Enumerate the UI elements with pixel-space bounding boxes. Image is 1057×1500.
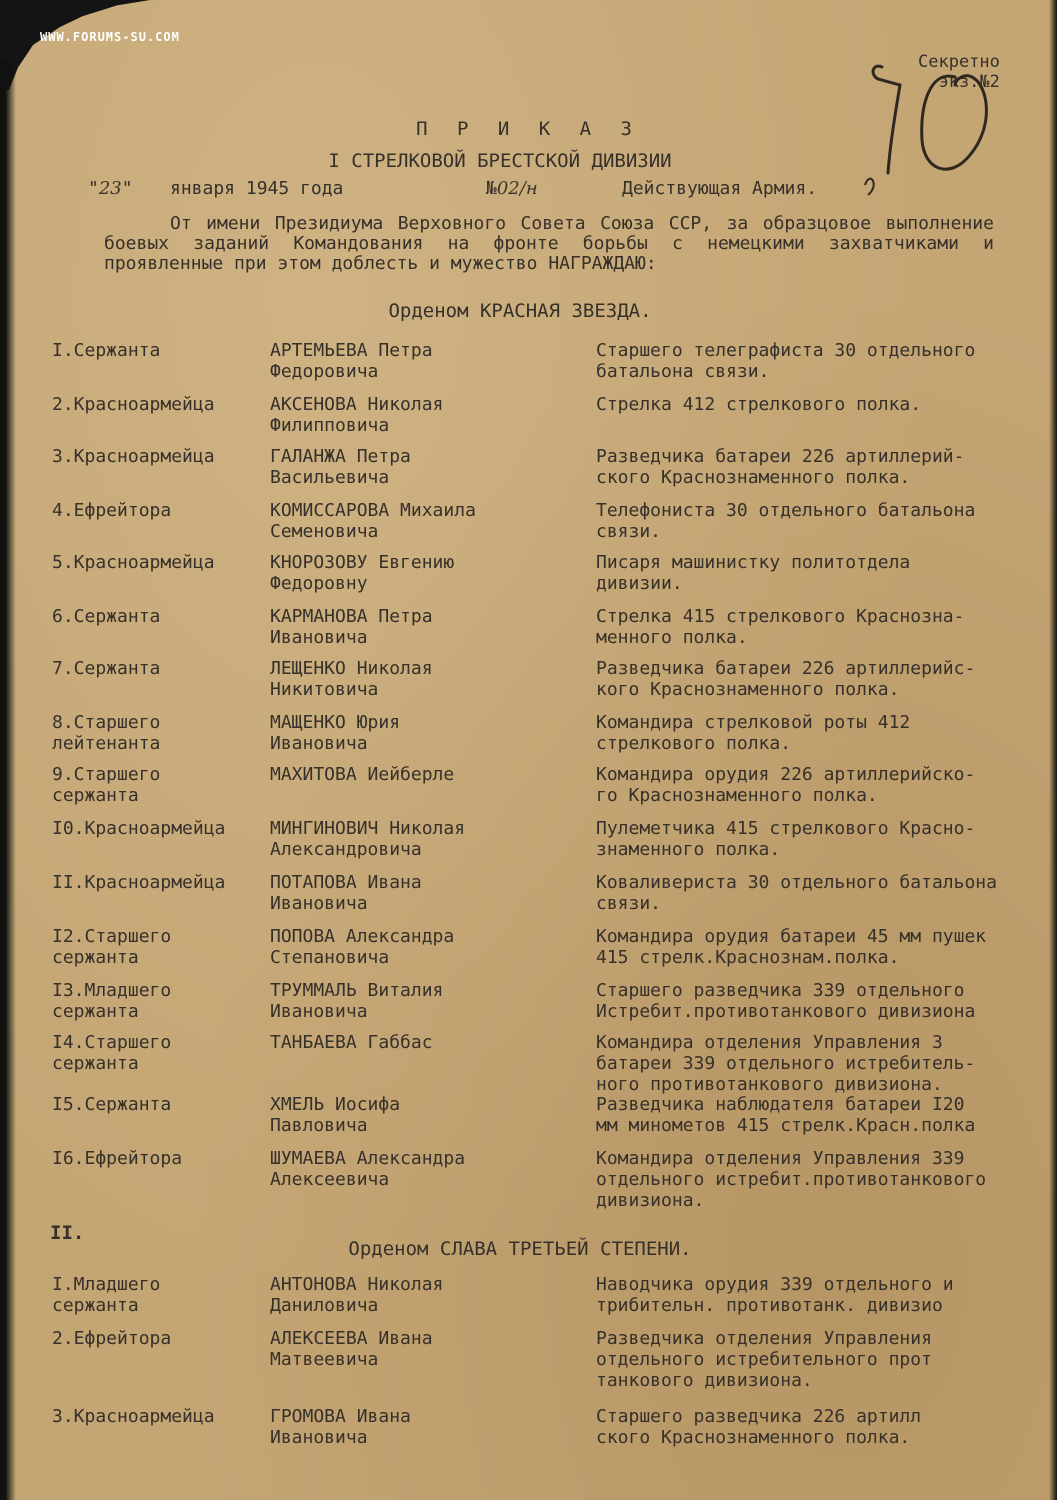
award1-entry-name-line: ПОТАПОВА Ивана [270, 872, 422, 893]
section1-heading: Орденом КРАСНАЯ ЗВЕЗДА. [388, 300, 652, 322]
award1-entry-rank [52, 1094, 266, 1115]
award1-entry-rank [52, 980, 266, 1022]
award1-entry-name [270, 552, 590, 594]
award2-entry-rank-line: 3.Красноармейца [52, 1406, 215, 1427]
award1-entry-position-line: Стрелка 412 стрелкового полка. [596, 394, 922, 415]
award1-entry-name [270, 1094, 590, 1136]
award1-entry-position-line: дивизиона. [596, 1190, 705, 1211]
award1-entry-rank-line: сержанта [52, 947, 139, 968]
award1-entry-name-line: Семеновича [270, 521, 379, 542]
award1-entry-name-line: Никитовича [270, 679, 379, 700]
award1-entry-position-line: Командира орудия батареи 45 мм пушек [596, 926, 987, 947]
award1-entry-position [596, 1032, 1051, 1095]
award2-entry-position-line: Разведчика отделения Управления [596, 1328, 932, 1349]
secret-line2: экз.№2 [938, 72, 1000, 92]
left-edge-shadow [0, 60, 16, 1500]
award1-entry-position-line: менного полка. [596, 627, 748, 648]
award1-entry-position-line: Командира отделения Управления 3 [596, 1032, 943, 1053]
award1-entry-rank-line: 9.Старшего [52, 764, 161, 785]
award1-entry-name-line: ЛЕЩЕНКО Николая [270, 658, 433, 679]
award1-entry-position [596, 1094, 1051, 1136]
award1-entry-rank-line: I3.Младшего [52, 980, 172, 1001]
handwritten-number-text: 70 [860, 45, 862, 46]
award1-entry-name [270, 394, 590, 436]
award1-entry-position [596, 340, 1051, 382]
award1-entry-position-line: связи. [596, 893, 662, 914]
award2-entry-name-line: АЛЕКСЕЕВА Ивана [270, 1328, 433, 1349]
award2-entry-rank-line: I.Младшего [52, 1274, 161, 1295]
award2-entry-position-line: ского Краснознаменного полка. [596, 1427, 911, 1448]
award1-entry-name [270, 500, 590, 542]
award1-entry-name-line: КОМИССАРОВА Михаила [270, 500, 476, 521]
award1-entry-position-line: ского Краснознаменного полка. [596, 467, 911, 488]
award1-entry-position [596, 980, 1051, 1022]
award1-entry-rank [52, 1032, 266, 1074]
unit-name: I СТРЕЛКОВОЙ БРЕСТСКОЙ ДИВИЗИИ [328, 150, 672, 172]
award1-entry-position-line: Писаря машинистку политотдела [596, 552, 911, 573]
award1-entry-name-line: Александровича [270, 839, 422, 860]
award2-entry-rank-line: сержанта [52, 1295, 139, 1316]
award1-entry-name [270, 446, 590, 488]
award1-entry-name-line: МИНГИНОВИЧ Николая [270, 818, 466, 839]
award1-entry-name-line: КАРМАНОВА Петра [270, 606, 433, 627]
award1-entry-position-line: 415 стрелк.Краснознам.полка. [596, 947, 900, 968]
award1-entry-rank-line: I2.Старшего [52, 926, 172, 947]
award1-entry-position [596, 446, 1051, 488]
award1-entry-rank-line: I0.Красноармейца [52, 818, 226, 839]
award2-entry-position-line: Наводчика орудия 339 отдельного и [596, 1274, 954, 1295]
section2-number: II. [50, 1222, 85, 1244]
award1-entry-name-line: ТРУММАЛЬ Виталия [270, 980, 444, 1001]
award1-entry-name-line: Ивановича [270, 627, 368, 648]
award1-entry-position-line: Разведчика батареи 226 артиллерий- [596, 446, 965, 467]
award1-entry-name-line: Алексеевича [270, 1169, 390, 1190]
award1-entry-position-line: Истребит.противотанкового дивизиона [596, 1001, 976, 1022]
award2-entry-position [596, 1328, 1051, 1391]
award1-entry-name-line: ГАЛАНЖА Петра [270, 446, 411, 467]
award1-entry-rank-line: 3.Красноармейца [52, 446, 215, 467]
award1-entry-name [270, 1148, 590, 1190]
award1-entry-position-line: ного противотанкового дивизиона. [596, 1074, 943, 1095]
award1-entry-position [596, 606, 1051, 648]
award1-entry-position-line: Пулеметчика 415 стрелкового Красно- [596, 818, 976, 839]
award1-entry-position-line: Старшего разведчика 339 отдельного [596, 980, 965, 1001]
award1-entry-name-line: АРТЕМЬЕВА Петра [270, 340, 433, 361]
award1-entry-name [270, 606, 590, 648]
award1-entry-position [596, 764, 1051, 806]
award1-entry-rank-line: I.Сержанта [52, 340, 161, 361]
award1-entry-rank-line: I4.Старшего [52, 1032, 172, 1053]
award1-entry-rank [52, 552, 266, 573]
award2-entry-position [596, 1406, 1051, 1448]
award1-entry-rank-line: сержанта [52, 1001, 139, 1022]
award1-entry-position [596, 712, 1051, 754]
torn-corner [0, 0, 150, 90]
award1-entry-position-line: кого Краснознаменного полка. [596, 679, 900, 700]
award1-entry-name [270, 980, 590, 1022]
preamble: От имени Президиума Верховного Совета Союза ССР, за образцовое выполнение боевых заданий Командования на фронте борьбы с немецкими захватчиками и проявленные при этом доблесть и мужество НАГРАЖДАЮ: [104, 213, 994, 274]
award1-entry-position [596, 872, 1051, 914]
award2-entry-name-line: ГРОМОВА Ивана [270, 1406, 411, 1427]
award1-entry-rank [52, 712, 266, 754]
award1-entry-position-line: го Краснознаменного полка. [596, 785, 878, 806]
award2-entry-position [596, 1274, 1051, 1316]
award1-entry-rank [52, 394, 266, 415]
award1-entry-name-line: КНОРОЗОВУ Евгению [270, 552, 455, 573]
award2-entry-name [270, 1328, 590, 1370]
award1-entry-position-line: батальона связи. [596, 361, 770, 382]
award1-entry-name-line: Федоровну [270, 573, 368, 594]
award1-entry-name [270, 340, 590, 382]
award1-entry-position [596, 658, 1051, 700]
award2-entry-name [270, 1406, 590, 1448]
award1-entry-name-line: АКСЕНОВА Николая [270, 394, 444, 415]
award1-entry-rank-line: 4.Ефрейтора [52, 500, 172, 521]
place: Действующая Армия. [622, 178, 818, 199]
date-rest: января 1945 года [170, 178, 344, 199]
award1-entry-rank [52, 872, 266, 893]
award1-entry-position-line: Стрелка 415 стрелкового Краснозна- [596, 606, 965, 627]
award1-entry-name-line: МАЩЕНКО Юрия [270, 712, 401, 733]
award1-entry-rank-line: II.Красноармейца [52, 872, 226, 893]
page-title: П Р И К А З [416, 118, 641, 140]
watermark: WWW.FORUMS-SU.COM [40, 30, 180, 44]
award1-entry-position-line: Командира стрелковой роты 412 [596, 712, 911, 733]
award1-entry-rank [52, 818, 266, 839]
award2-entry-name-line: Ивановича [270, 1427, 368, 1448]
award1-entry-name-line: МАХИТОВА Иейберле [270, 764, 455, 785]
award2-entry-position-line: танкового дивизиона. [596, 1370, 813, 1391]
award1-entry-position [596, 926, 1051, 968]
award1-entry-rank-line: 2.Красноармейца [52, 394, 215, 415]
award1-entry-rank [52, 500, 266, 521]
award1-entry-name-line: Павловича [270, 1115, 368, 1136]
award1-entry-rank [52, 926, 266, 968]
award1-entry-rank-line: сержанта [52, 785, 139, 806]
award1-entry-position-line: знаменного полка. [596, 839, 781, 860]
award1-entry-rank [52, 658, 266, 679]
award1-entry-position-line: связи. [596, 521, 662, 542]
award1-entry-name-line: Ивановича [270, 1001, 368, 1022]
award2-entry-position-line: трибительн. противотанк. дивизио [596, 1295, 943, 1316]
award2-entry-name-line: Даниловича [270, 1295, 379, 1316]
award1-entry-name-line: Степановича [270, 947, 390, 968]
award1-entry-rank-line: 8.Старшего [52, 712, 161, 733]
award1-entry-position-line: дивизии. [596, 573, 683, 594]
order-number: №02/н [486, 178, 538, 199]
award1-entry-position-line: Разведчика батареи 226 артиллерийс- [596, 658, 976, 679]
award1-entry-rank-line: 7.Сержанта [52, 658, 161, 679]
award1-entry-name-line: ХМЕЛЬ Иосифа [270, 1094, 401, 1115]
award1-entry-rank-line: лейтенанта [52, 733, 161, 754]
award1-entry-position-line: батареи 339 отдельного истребитель- [596, 1053, 976, 1074]
award1-entry-name-line: Ивановича [270, 733, 368, 754]
award1-entry-name [270, 658, 590, 700]
award1-entry-name-line: Ивановича [270, 893, 368, 914]
award2-entry-name-line: Матвеевича [270, 1349, 379, 1370]
award1-entry-position [596, 552, 1051, 594]
award1-entry-rank [52, 764, 266, 806]
award1-entry-name [270, 764, 590, 785]
award1-entry-name-line: Васильевича [270, 467, 390, 488]
award2-entry-name [270, 1274, 590, 1316]
award1-entry-position [596, 818, 1051, 860]
award1-entry-position-line: Командира отделения Управления 339 [596, 1148, 965, 1169]
award1-entry-name [270, 818, 590, 860]
award1-entry-position-line: Командира орудия 226 артиллерийско- [596, 764, 976, 785]
award1-entry-rank [52, 1148, 266, 1169]
award1-entry-rank-line: 6.Сержанта [52, 606, 161, 627]
award1-entry-position-line: Коваливериста 30 отдельного батальона [596, 872, 997, 893]
award1-entry-name-line: ШУМАЕВА Александра [270, 1148, 466, 1169]
award1-entry-position-line: отдельного истребит.противотанкового [596, 1169, 987, 1190]
award1-entry-name-line: Филипповича [270, 415, 390, 436]
award1-entry-position-line: стрелкового полка. [596, 733, 792, 754]
award1-entry-name [270, 926, 590, 968]
award1-entry-name-line: ПОПОВА Александра [270, 926, 455, 947]
award2-entry-rank [52, 1274, 266, 1316]
secret-line1: Секретно [918, 52, 1000, 72]
award1-entry-name-line: Федоровича [270, 361, 379, 382]
award1-entry-name-line: ТАНБАЕВА Габбас [270, 1032, 433, 1053]
award2-entry-rank [52, 1328, 266, 1349]
award1-entry-rank [52, 446, 266, 467]
award1-entry-rank-line: I6.Ефрейтора [52, 1148, 183, 1169]
award2-entry-rank-line: 2.Ефрейтора [52, 1328, 172, 1349]
award1-entry-position-line: Старшего телеграфиста 30 отдельного [596, 340, 976, 361]
award2-entry-name-line: АНТОНОВА Николая [270, 1274, 444, 1295]
award2-entry-position-line: отдельного истребительного прот [596, 1349, 932, 1370]
award1-entry-name [270, 872, 590, 914]
award1-entry-rank-line: сержанта [52, 1053, 139, 1074]
award1-entry-position [596, 500, 1051, 542]
award2-entry-position-line: Старшего разведчика 226 артилл [596, 1406, 922, 1427]
award1-entry-position [596, 1148, 1051, 1211]
award2-entry-rank [52, 1406, 266, 1427]
award1-entry-name [270, 712, 590, 754]
award1-entry-position-line: мм минометов 415 стрелк.Красн.полка [596, 1115, 976, 1136]
section2-heading: Орденом СЛАВА ТРЕТЬЕЙ СТЕПЕНИ. [348, 1238, 692, 1260]
award1-entry-rank-line: I5.Сержанта [52, 1094, 172, 1115]
award1-entry-position-line: Телефониста 30 отдельного батальона [596, 500, 976, 521]
award1-entry-rank-line: 5.Красноармейца [52, 552, 215, 573]
award1-entry-rank [52, 340, 266, 361]
award1-entry-position-line: Разведчика наблюдателя батареи I20 [596, 1094, 965, 1115]
date-day: "23" [88, 178, 133, 199]
award1-entry-name [270, 1032, 590, 1053]
award1-entry-position [596, 394, 1051, 415]
award1-entry-rank [52, 606, 266, 627]
